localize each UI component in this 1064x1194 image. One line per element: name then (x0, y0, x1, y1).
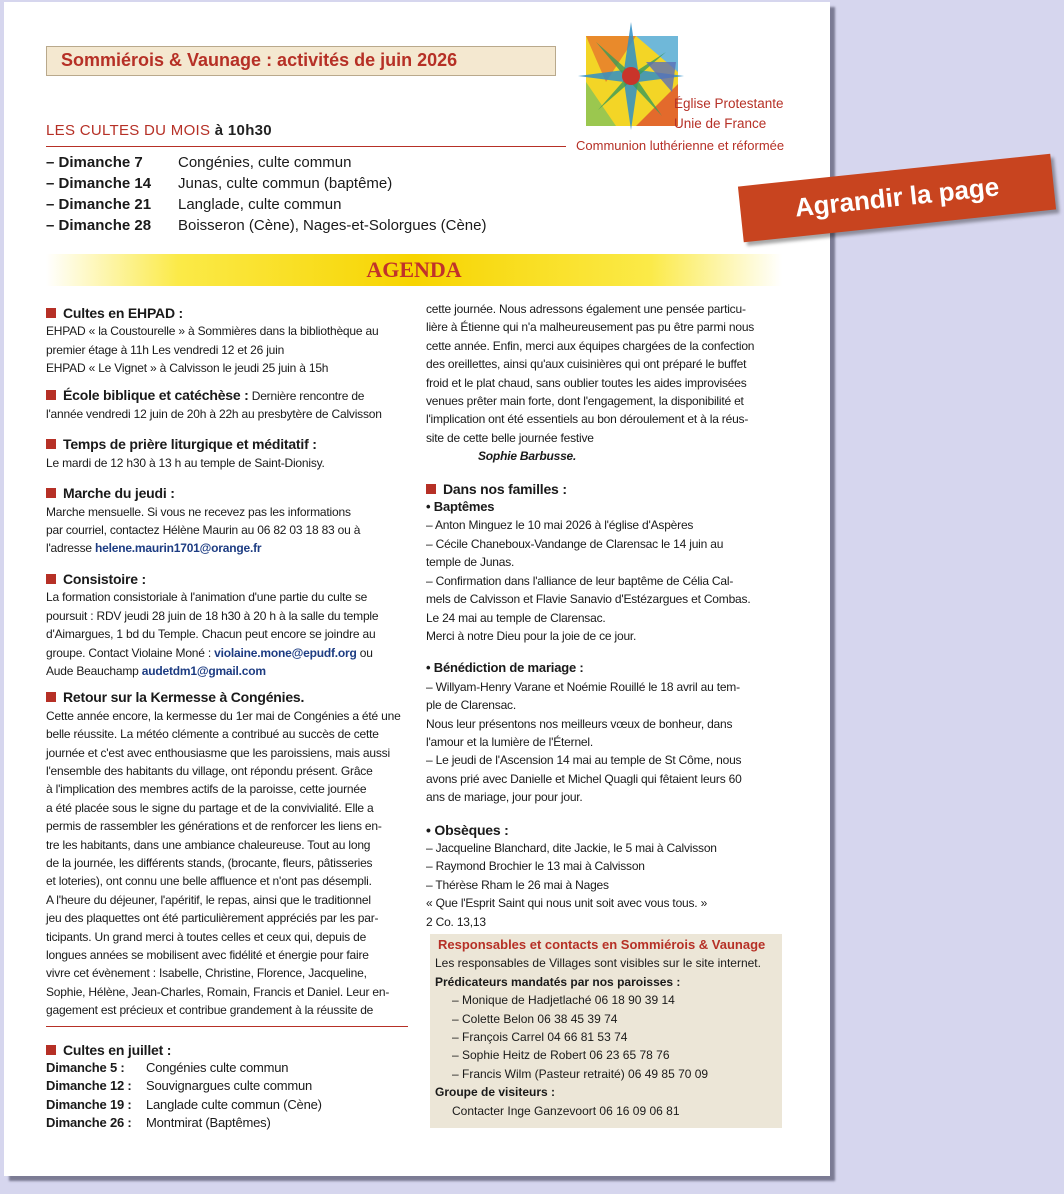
text-line: cette année. Enfin, merci aux équipes chargées de la confection (426, 338, 755, 353)
text-line: venues prêter main forte, dont l'engagement, la disponibilité et (426, 394, 744, 409)
text-line: groupe. Contact Violaine Moné : violaine.mone@epudf.org ou (46, 645, 373, 660)
text-line: tre les habitants, dans une ambiance chaleureuse. Tout au long (46, 837, 371, 852)
bullet-square-icon (46, 574, 56, 584)
text-line: belle réussite. La météo clémente a contribué au succès de cette (46, 727, 379, 742)
text-line: A l'heure du déjeuner, l'apéritif, le repas, ainsi que le traditionnel (46, 892, 371, 907)
text-line: froid et le plat chaud, sans oublier toutes les aides improvisées (426, 375, 747, 390)
text-line: a été placée sous le signe du partage et de la convivialité. Elle a (46, 800, 374, 815)
section-ehpad-title: Cultes en EHPAD : (46, 304, 412, 322)
text-line: Merci à notre Dieu pour la joie de ce jour. (426, 628, 637, 643)
text-line: – Confirmation dans l'alliance de leur baptême de Célia Cal- (426, 573, 734, 588)
text-line: l'ensemble des habitants du village, ont répondu présent. Grâce (46, 763, 373, 778)
text-line: Aude Beauchamp audetdm1@gmail.com (46, 663, 266, 678)
text-line: – Le jeudi de l'Ascension 14 mai au temple de St Côme, nous (426, 753, 742, 768)
text-line: journée et c'est avec enthousiasme que les paroissiens, mais aussi (46, 745, 390, 760)
agenda-band (46, 254, 782, 286)
text-line: site de cette belle journée festive (426, 430, 594, 445)
contact-item: – Colette Belon 06 38 45 39 74 (452, 1011, 618, 1026)
text-line: l'implication ont été essentiels au bon déroulement et à la réus- (426, 412, 749, 427)
text-line: – Raymond Brochier le 13 mai à Calvisson (426, 859, 645, 874)
text-line: Le mardi de 12 h30 à 13 h au temple de Saint-Dionisy. (46, 455, 325, 470)
text-line: Les responsables de Villages sont visibles sur le site internet. (435, 956, 761, 971)
text-line: temple de Junas. (426, 555, 515, 570)
cultes-rule (46, 146, 566, 147)
text-line: l'année vendredi 12 juin de 20h à 22h au presbytère de Calvisson (46, 407, 382, 422)
text-line: lière à Étienne qui n'a malheureusement pas pu être parmi nous (426, 320, 755, 335)
section-marche-title: Marche du jeudi : (46, 484, 412, 502)
right-column (426, 300, 782, 931)
text-line: à l'implication des membres actifs de la paroisse, cette journée (46, 782, 367, 797)
epudf-logo (576, 22, 686, 130)
text-line: gagement est précieux et contribue grandement à la réussite de (46, 1003, 374, 1018)
bullet-square-icon (46, 308, 56, 318)
contact-item: – François Carrel 04 66 81 53 74 (452, 1030, 628, 1045)
section-rule (46, 1020, 408, 1027)
logo-text-line3: Communion luthérienne et réformée (576, 138, 785, 153)
bullet-square-icon (46, 390, 56, 400)
contact-item: – Sophie Heitz de Robert 06 23 65 78 76 (452, 1048, 670, 1063)
section-juillet-title: Cultes en juillet : (46, 1041, 412, 1059)
bullet-square-icon (46, 439, 56, 449)
logo-text-line2: Unie de France (674, 116, 767, 131)
text-line: permis de rassembler les générations et de renforcer les liens en- (46, 819, 382, 834)
email-link[interactable]: audetdm1@gmail.com (141, 663, 266, 678)
text-line: – Cécile Chaneboux-Vandange de Clarensac le 14 juin au (426, 536, 724, 551)
text-line: ple de Clarensac. (426, 698, 516, 713)
text-line: premier étage à 11h Les vendredi 12 et 26 juin (46, 342, 285, 357)
text-line: cette journée. Nous adressons également une pensée particu- (426, 302, 746, 316)
bullet-square-icon (46, 1045, 56, 1055)
contacts-title: Responsables et contacts en Sommiérois & Vaunage (438, 937, 766, 952)
text-line: Le 24 mai au temple de Clarensac. (426, 610, 606, 625)
contact-item: – Francis Wilm (Pasteur retraité) 06 49 85 70 09 (452, 1066, 709, 1081)
text-line: longues années se mobilisent avec fidélité et énergie pour faire (46, 948, 369, 962)
text-line: La formation consistoriale à l'animation d'une partie du culte se (46, 590, 368, 605)
bullet-square-icon (46, 692, 56, 702)
text-line: Marche mensuelle. Si vous ne recevez pas les informations (46, 504, 351, 519)
obseques-title: • Obsèques : (426, 821, 509, 838)
text-line: Sophie, Hélène, Jean-Charles, Romain, Francis et Daniel. Leur en- (46, 984, 390, 999)
text-line: EHPAD « la Coustourelle » à Sommières dans la bibliothèque au (46, 324, 379, 339)
contacts-box (430, 934, 782, 1128)
agenda-title: AGENDA (366, 257, 462, 282)
section-priere-title: Temps de prière liturgique et méditatif : (46, 435, 412, 453)
mariage-title: • Bénédiction de mariage : (426, 660, 584, 676)
text-line: et loteries), ont connu une belle affluence et n'ont pas désempli. (46, 874, 372, 889)
email-link[interactable]: violaine.mone@epudf.org (214, 645, 357, 660)
email-link[interactable]: helene.maurin1701@orange.fr (94, 541, 262, 556)
bullet-square-icon (46, 488, 56, 498)
juillet-row: Dimanche 5 : Congénies culte commun (46, 1060, 289, 1076)
text-line: ans de mariage, jour pour jour. (426, 790, 583, 805)
contact-item: Contacter Inge Ganzevoort 06 16 09 06 81 (452, 1103, 680, 1118)
juillet-row: Dimanche 12 : Souvignargues culte commun (46, 1078, 313, 1094)
text-line: – Jacqueline Blanchard, dite Jackie, le 5 mai à Calvisson (426, 840, 717, 855)
text-line: – Thérèse Rham le 26 mai à Nages (426, 877, 609, 892)
visiteurs-title: Groupe de visiteurs : (435, 1085, 556, 1100)
text-line: l'amour et la lumière de l'Éternel. (426, 734, 593, 749)
text-line: – Anton Minguez le 10 mai 2026 à l'église d'Aspères (426, 518, 694, 533)
juillet-row: Dimanche 19 : Langlade culte commun (Cène) (46, 1096, 322, 1112)
logo-text-line1: Église Protestante (674, 96, 784, 111)
text-line: Cette année encore, la kermesse du 1er mai de Congénies a été une (46, 708, 401, 723)
section-consistoire-title: Consistoire : (46, 570, 412, 588)
text-line: jeu des plaquettes ont été particulièrement appréciés par les par- (46, 911, 379, 926)
signature: Sophie Barbusse. (478, 449, 577, 464)
enlarge-page-button[interactable]: Agrandir la page (738, 154, 1056, 243)
predicateurs-title: Prédicateurs mandatés par nos paroisses : (435, 974, 681, 989)
text-line: des oreillettes, ainsi qu'aux cuisinières qui ont préparé le buffet (426, 357, 747, 372)
section-kermesse-title: Retour sur la Kermesse à Congénies. (46, 688, 412, 706)
text-line: d'Aimargues, 1 bd du Temple. Chacun peut encore se joindre au (46, 627, 376, 642)
text-line: mels de Calvisson et Flavie Sanavio d'Estézargues et Combas. (426, 592, 751, 607)
page-title: Sommiérois & Vaunage : activités de juin 2026 (61, 50, 458, 70)
text-line: ticipants. Un grand merci à toutes celles et ceux qui, depuis de (46, 929, 367, 944)
text-line: vivre cet évènement : Isabelle, Christine, Florence, Jacqueline, (46, 966, 367, 981)
text-line: avons prié avec Danielle et Michel Quagli qui fêtaient leurs 60 (426, 771, 742, 786)
text-line: EHPAD « Le Vignet » à Calvisson le jeudi 25 juin à 15h (46, 361, 329, 376)
text-line: Nous leur présentons nos meilleurs vœux de bonheur, dans (426, 716, 733, 731)
text-line: par courriel, contactez Hélène Maurin au 06 82 03 18 83 ou à (46, 523, 361, 538)
baptemes-title: • Baptêmes (426, 499, 495, 515)
contact-item: – Monique de Hadjetlaché 06 18 90 39 14 (452, 993, 675, 1008)
cultes-title: LES CULTES DU MOIS à 10h30 (46, 122, 272, 139)
bullet-square-icon (426, 484, 436, 494)
text-line: de la journée, les différents stands, (brocante, fleurs, pâtisseries (46, 855, 373, 870)
text-line: – Willyam-Henry Varane et Noémie Rouillé le 18 avril au tem- (426, 679, 740, 694)
juillet-row: Dimanche 26 : Montmirat (Baptêmes) (46, 1115, 271, 1131)
section-familles-title: Dans nos familles : (426, 480, 782, 498)
text-line: 2 Co. 13,13 (426, 914, 486, 929)
text-line: « Que l'Esprit Saint qui nous unit soit avec vous tous. » (426, 896, 708, 911)
page-header (46, 46, 556, 76)
text-line: l'adresse helene.maurin1701@orange.fr (46, 541, 262, 556)
text-line: poursuit : RDV jeudi 28 juin de 18 h30 à 20 h à la salle du temple (46, 608, 379, 623)
section-ecole: École biblique et catéchèse : Dernière rencontre de (46, 386, 412, 405)
left-column (46, 300, 412, 1133)
